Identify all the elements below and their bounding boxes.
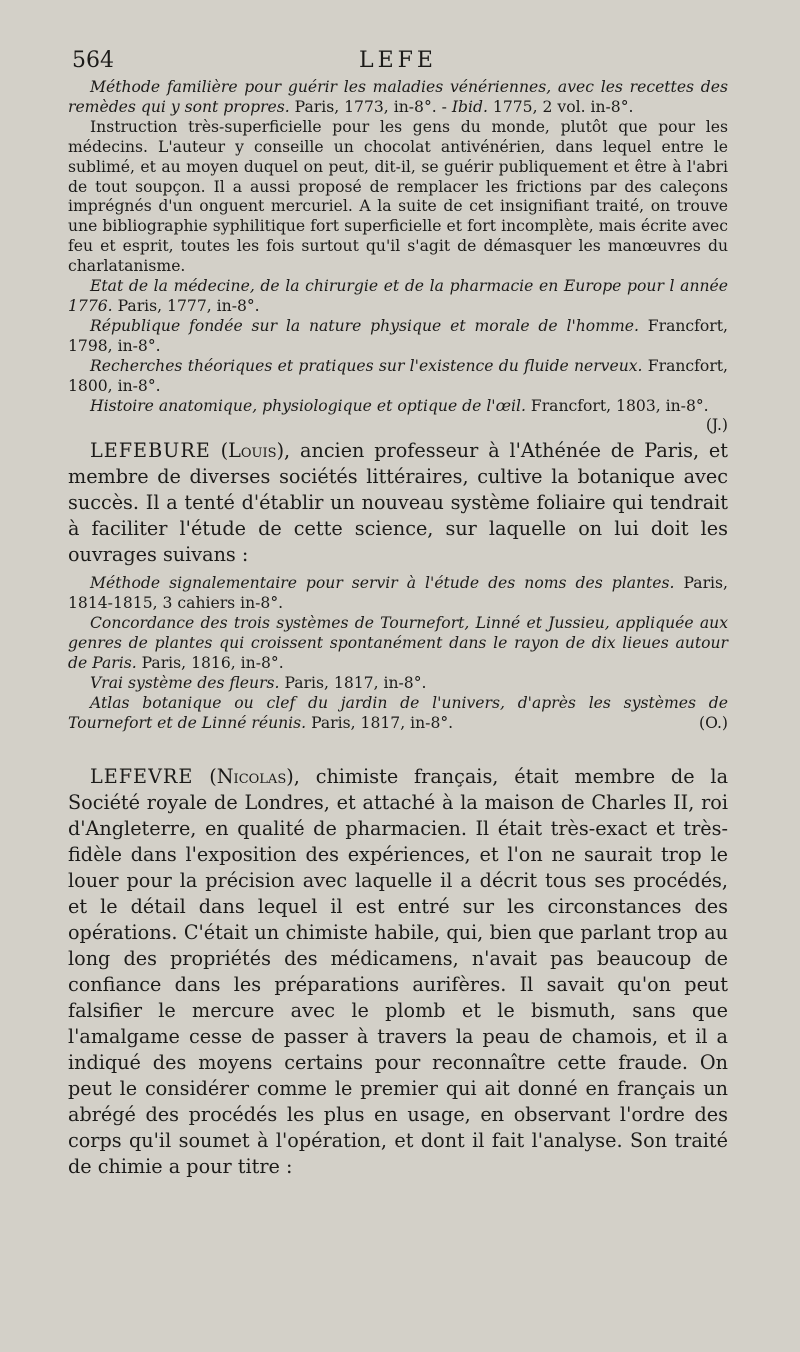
work-imprint: Francfort, 1800, in-8°. [68, 356, 728, 395]
work-extra-title: Ibid. [446, 97, 488, 116]
entry-text: ), ancien professeur à l'Athénée de Paris, et membre de diverses sociétés littéraires, cultive la botanique avec succès. Il a tenté d'établir un nouveau système foliaire qui tendrait à faciliter l'étude de cette science, sur laquelle on lui doit les ouvrages suivans : [68, 439, 728, 567]
lefe-continued-entry [68, 78, 728, 435]
work-imprint: Paris, 1773, in-8°. - [289, 97, 447, 116]
lefebure-works [68, 574, 728, 733]
work-imprint: Paris, 1777, in-8°. [112, 296, 260, 315]
work-item [68, 78, 728, 118]
work-item [68, 277, 728, 317]
author-signature: (O.) [699, 713, 728, 732]
work-extra: 1775, 2 vol. in-8°. [487, 97, 634, 116]
work-title: Atlas botanique ou clef du jardin de l'univers, d'après les systèmes de Tournefort et de Linné réunis. [68, 693, 728, 732]
work-title: Concordance des trois systèmes de Tournefort, Linné et Jussieu, appliquée aux genres de plantes qui croissent spontanément dans le rayon de dix lieues autour de Paris. [68, 614, 728, 673]
work-title: Etat de la médecine, de la chirurgie et de la pharmacie en Europe pour l année 1776. [68, 277, 728, 315]
work-item [68, 614, 728, 674]
author-signature: (J.) [705, 416, 728, 435]
work-title: Histoire anatomique, physiologique et optique de l'œil. [90, 396, 526, 415]
work-imprint: Paris, 1816, in-8°. [136, 654, 284, 673]
work-item [68, 396, 728, 435]
entry-surname: LEFEVRE [90, 764, 194, 788]
work-imprint: Paris, 1814-1815, 3 cahiers in-8°. [68, 574, 728, 613]
entry-text: LEFEVRE (Nicolas), chimiste français, était membre de la Société royale de Londres, et attaché à la maison de Charles II, roi d'Angleterre, en qualité de pharmacien. Il était très-exact et très-fidèle dans l'exposition des expériences, et l'on ne saurait trop le louer pour la précision avec laquelle il a décrit tous ses procédés, et le détail dans lequel il est entré sur les circonstances des opérations. C'était un chimiste habile, qui, bien que parlant trop au long des propriétés des médicamens, n'avait pas beaucoup de confiance dans les préparations aurifères. Il savait qu'on peut falsifier le mercure avec le plomb et le bismuth, sans que l'amalgame cesse de passer à travers la peau de chamois, et il a indiqué des moyens certains pour reconnaître cette fraude. On peut le considérer comme le premier qui ait donné en français un abrégé des procédés les plus en usage, en observant l'ordre des corps qu'il soumet à l'opération, et dont il fait l'analyse. Son traité de chimie a pour titre : [68, 764, 729, 1178]
text-column [68, 48, 728, 1180]
work-imprint: Paris, 1817, in-8°. [279, 673, 427, 692]
work-title: Méthode signalementaire pour servir à l'étude des noms des plantes. [90, 574, 675, 593]
work-title: République fondée sur la nature physique et morale de l'homme. [90, 316, 639, 335]
work-title: Vrai système des fleurs. [90, 673, 280, 692]
work-title: Recherches théoriques et pratiques sur l'existence du fluide nerveux. [90, 356, 643, 375]
entry-forename: Louis [228, 439, 277, 463]
work-item [68, 574, 728, 614]
entry-body: ), chimiste français, était membre de la Société royale de Londres, et attaché à la maison de Charles II, roi d'Angleterre, en qualité de pharmacien. Il était très-exact et très-fidèle dans l'exposition des expériences, et l'on ne saurait trop le louer pour la précision avec laquelle il a décrit tous ses procédés, et le détail dans lequel il est entré sur les circonstances des opérations. C'était un chimiste habile, qui, bien que parlant trop au long des propriétés des médicamens, n'avait pas beaucoup de confiance dans les préparations aurifères. Il savait qu'on peut falsifier le mercure avec le plomb et le bismuth, sans que l'amalgame cesse de passer à travers la peau de chamois, et il a indiqué des moyens certains pour reconnaître cette fraude. On peut le considérer comme le premier qui ait donné en français un abrégé des procédés les plus en usage, en observant l'ordre des corps qu'il soumet à l'opération, et dont il fait l'analyse. Son traité de chimie a pour titre : [68, 764, 729, 1178]
lefebure-entry [68, 438, 728, 568]
work-title: Méthode familière pour guérir les maladies vénériennes, avec les recettes des remèdes qui y sont propres. [68, 78, 728, 116]
lefevre-entry [68, 764, 728, 1180]
work-item [68, 357, 728, 397]
page-header [68, 48, 728, 78]
entry-surname: LEFEBURE [90, 439, 211, 463]
commentary: Instruction très-superficielle pour les gens du monde, plutôt que pour les médecins. L'auteur y conseille un chocolat antivénérien, dans lequel entre le sublimé, et au moyen duquel on peut, dit-il, se guérir publiquement et être à l'abri de tout soupçon. Il a aussi proposé de remplacer les frictions par des caleçons imprégnés d'un onguent mercuriel. A la suite de cet insignifiant traité, on trouve une bibliographie syphilitique fort superficielle et fort incomplète, mais écrite avec feu et esprit, toutes les fois surtout qu'il s'agit de démasquer les manœuvres du charlatanisme. [68, 117, 728, 276]
entry-intro: LEFEBURE (Louis), ancien professeur à l'Athénée de Paris, et membre de diverses sociétés littéraires, cultive la botanique avec succès. Il a tenté d'établir un nouveau système foliaire qui tendrait à faciliter l'étude de cette science, sur laquelle on lui doit les ouvrages suivans : [68, 439, 728, 567]
work-imprint: Francfort, 1803, in-8°. [525, 396, 709, 415]
work-item [68, 694, 728, 734]
page-number: 564 [72, 48, 114, 73]
running-head: LEFE [359, 48, 437, 73]
work-item [68, 674, 728, 694]
entry-forename: Nicolas [216, 764, 287, 788]
work-imprint: Paris, 1817, in-8°. [306, 713, 454, 732]
work-imprint: Francfort, 1798, in-8°. [68, 316, 728, 355]
work-item [68, 317, 728, 357]
